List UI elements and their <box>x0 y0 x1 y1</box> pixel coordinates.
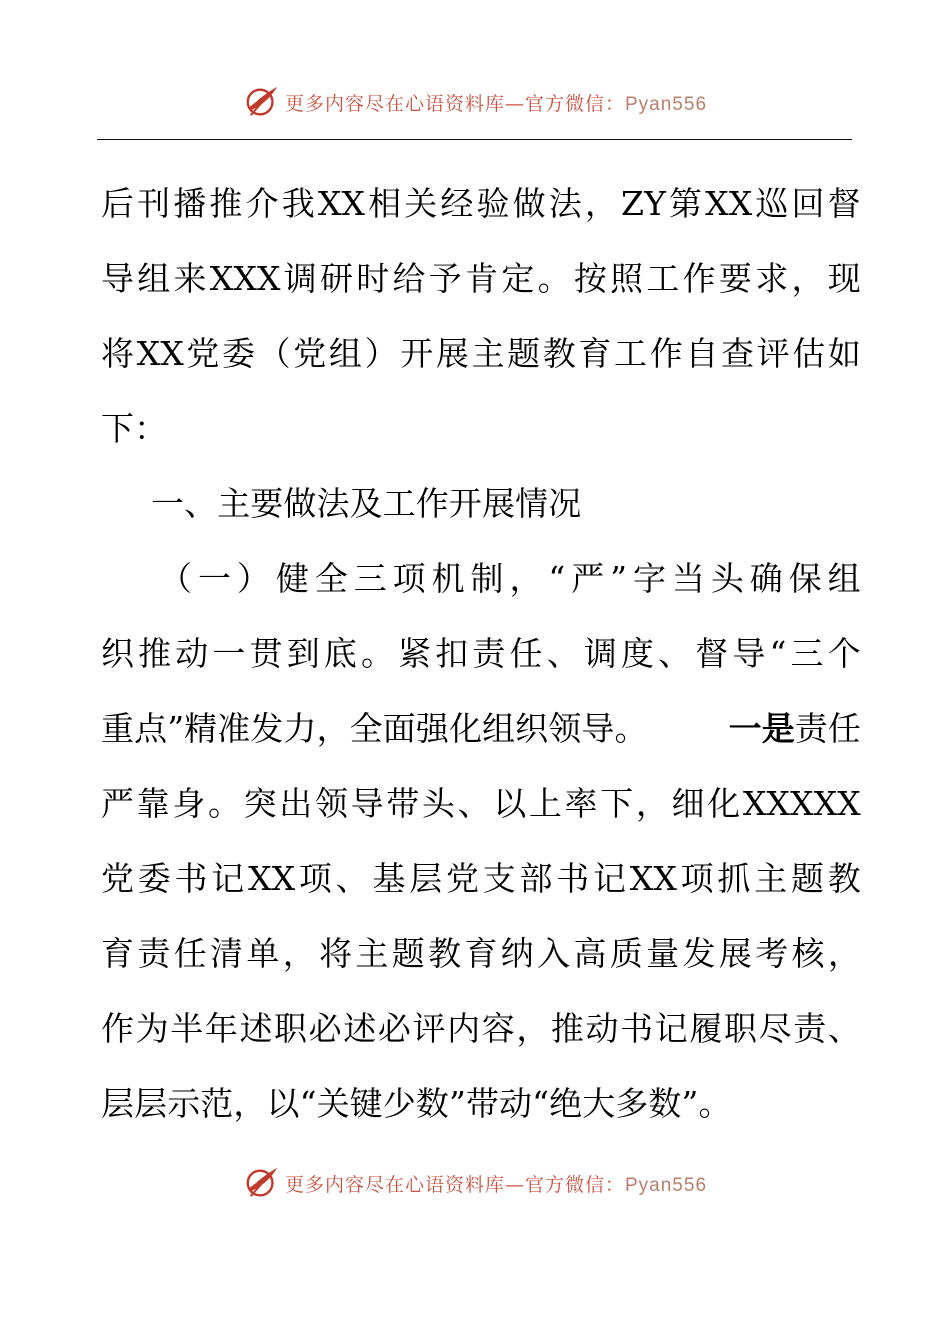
body-line-11 <box>101 916 861 991</box>
body-line-1 <box>101 166 861 241</box>
document-body <box>101 166 861 1141</box>
body-line-2 <box>101 241 861 316</box>
body-line-7 <box>101 616 861 691</box>
body-line-7-text: 织 推 动 一 贯 到 底 。 紧 扣 责 任 、 调 度 、 督 导 “ 三 个 <box>101 634 861 673</box>
body-line-4 <box>101 391 861 466</box>
feather-quill-logo-icon <box>243 1164 281 1202</box>
subsection-heading-line <box>101 541 861 616</box>
body-line-8 <box>101 691 861 766</box>
header-promo-text <box>285 89 707 116</box>
header-banner <box>0 77 950 127</box>
body-line-8-text: 重点”精准发力，全面强化组织领导。 <box>101 709 648 748</box>
body-line-10 <box>101 841 861 916</box>
body-line-9-text: 严 靠 身 。 突 出 领 导 带 头 、 以 上 率 下 ， 细 化 XXXXX <box>101 784 861 823</box>
footer-promo-label: 更多内容尽在心语资料库—官方微信： <box>284 1173 625 1196</box>
body-line-3-text: 将 XX 党 委 （ 党 组 ） 开 展 主 题 教 育 工 作 自 查 评 估 如 <box>101 334 861 373</box>
footer-promo-text <box>285 1170 707 1197</box>
footer-banner <box>0 1158 950 1208</box>
body-line-13-text: 层层示范，以“关键少数”带动“绝大多数”。 <box>101 1084 732 1123</box>
section-heading-text: 一、主要做法及工作开展情况 <box>151 484 582 523</box>
emphasis-yishi: 一是 <box>728 709 795 748</box>
body-line-8-tail <box>729 691 861 766</box>
header-promo-label: 更多内容尽在心语资料库—官方微信： <box>284 92 625 115</box>
subsection-heading-text: （ 一 ） 健 全 三 项 机 制 ， “ 严 ” 字 当 头 确 保 组 <box>159 559 861 598</box>
body-line-10-text: 党 委 书 记 XX 项 、 基 层 党 支 部 书 记 XX 项 抓 主 题 教 <box>101 859 861 898</box>
body-line-12-text: 作 为 半 年 述 职 必 述 必 评 内 容 ， 推 动 书 记 履 职 尽 责 、 <box>101 1009 861 1048</box>
body-line-9 <box>101 766 861 841</box>
body-line-12 <box>101 991 861 1066</box>
body-line-13 <box>101 1066 861 1141</box>
feather-quill-logo-icon <box>243 83 281 121</box>
header-wechat-id: Pyan556 <box>625 93 708 115</box>
header-divider <box>97 139 852 140</box>
body-line-1-text: 后 刊 播 推 介 我 XX 相 关 经 验 做 法 ， ZY 第 XX 巡 回 督 <box>101 184 861 223</box>
footer-wechat-id: Pyan556 <box>625 1174 708 1196</box>
body-line-4-text: 下： <box>101 409 168 448</box>
body-line-11-text: 育 责 任 清 单 ， 将 主 题 教 育 纳 入 高 质 量 发 展 考 核 ， <box>101 934 861 973</box>
body-line-8-end: 责任 <box>794 709 861 748</box>
section-heading <box>101 466 861 541</box>
body-line-2-text: 导 组 来 XXX 调 研 时 给 予 肯 定 。 按 照 工 作 要 求 ， 现 <box>101 259 861 298</box>
body-line-3 <box>101 316 861 391</box>
